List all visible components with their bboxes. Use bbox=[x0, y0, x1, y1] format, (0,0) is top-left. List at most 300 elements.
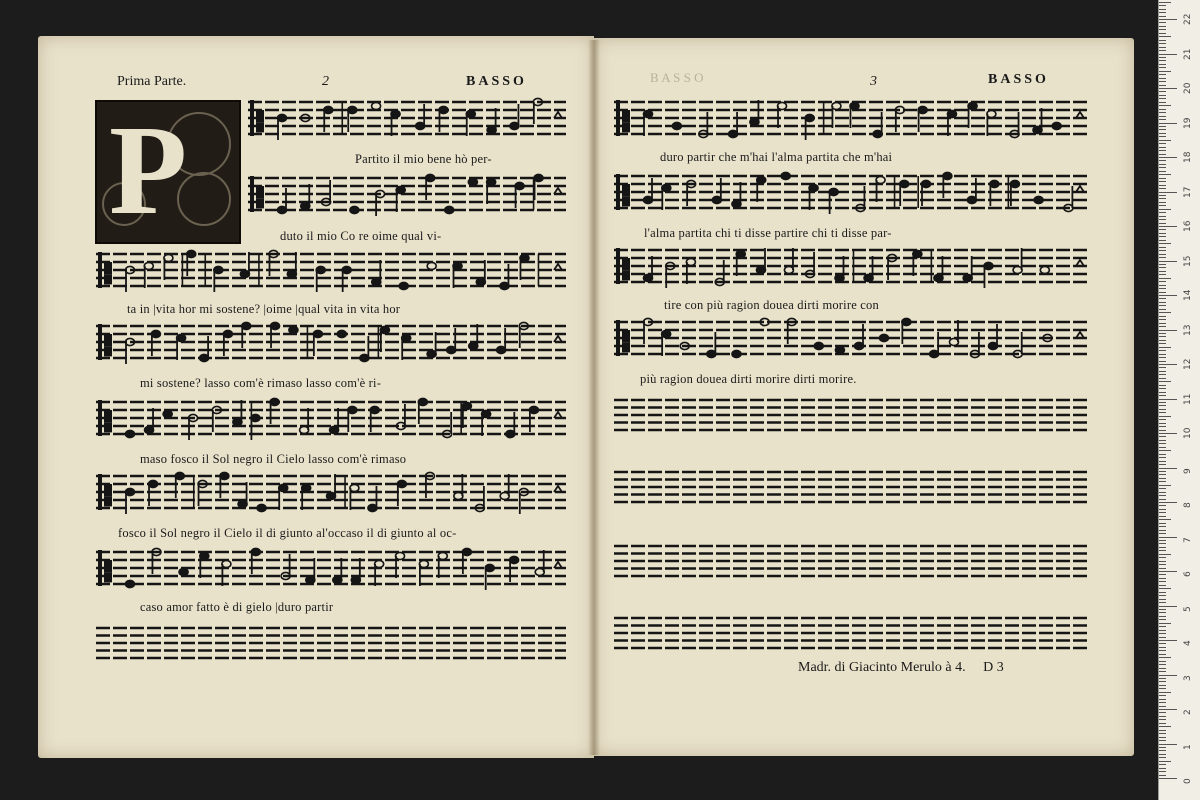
bleed-through-text: B A S S O bbox=[650, 70, 704, 85]
ruler-label: 3 bbox=[1183, 674, 1193, 681]
ruler-tick bbox=[1159, 178, 1166, 179]
note-mark bbox=[736, 250, 745, 276]
note-mark bbox=[302, 484, 311, 510]
ruler-tick bbox=[1159, 181, 1166, 182]
ruler-tick bbox=[1159, 147, 1166, 148]
note-mark bbox=[497, 328, 506, 354]
note-mark bbox=[301, 184, 310, 210]
note-mark bbox=[510, 556, 519, 582]
note-mark bbox=[187, 250, 196, 276]
ruler-label: 21 bbox=[1183, 48, 1193, 60]
ruler-tick bbox=[1159, 247, 1166, 248]
note-mark bbox=[835, 346, 844, 353]
ruler-tick bbox=[1159, 157, 1177, 158]
ruler-tick bbox=[1159, 133, 1166, 134]
ruler-tick bbox=[1159, 568, 1166, 569]
ruler-tick bbox=[1159, 40, 1166, 41]
note-mark bbox=[177, 334, 186, 360]
ruler-tick bbox=[1159, 305, 1166, 306]
ruler-tick bbox=[1159, 712, 1166, 713]
note-mark bbox=[487, 108, 496, 134]
note-mark bbox=[402, 334, 411, 360]
ruler-tick bbox=[1159, 392, 1166, 393]
ruler-tick bbox=[1159, 640, 1177, 641]
ruler-tick bbox=[1159, 737, 1166, 738]
ruler-tick bbox=[1159, 174, 1171, 175]
ruler-tick bbox=[1159, 654, 1166, 655]
empty-staff-left bbox=[96, 622, 566, 670]
note-mark bbox=[750, 100, 759, 126]
ruler-tick bbox=[1159, 71, 1171, 72]
note-mark bbox=[330, 408, 339, 434]
ruler-tick bbox=[1159, 623, 1171, 624]
note-mark bbox=[535, 550, 544, 576]
staff-left-6 bbox=[96, 470, 566, 518]
ruler-label: 22 bbox=[1183, 13, 1193, 25]
ruler-tick bbox=[1159, 257, 1166, 258]
note-mark bbox=[445, 206, 454, 213]
note-mark bbox=[163, 410, 172, 417]
ruler-label: 8 bbox=[1183, 502, 1193, 508]
ruler-tick bbox=[1159, 216, 1166, 217]
note-mark bbox=[879, 334, 888, 341]
ruler-tick bbox=[1159, 333, 1166, 334]
ruler-tick bbox=[1159, 471, 1166, 472]
ruler-tick bbox=[1159, 478, 1166, 479]
ruler-label: 0 bbox=[1183, 778, 1193, 784]
ruler-tick bbox=[1159, 764, 1166, 765]
note-mark bbox=[468, 178, 477, 185]
ruler-tick bbox=[1159, 167, 1166, 168]
lyric-line: più ragion douea dirti morire dirti morire. bbox=[640, 372, 857, 386]
ruler-tick bbox=[1159, 274, 1166, 275]
ruler-tick bbox=[1159, 630, 1166, 631]
ruler-tick bbox=[1159, 733, 1166, 734]
clef-icon bbox=[98, 324, 112, 360]
note-mark bbox=[251, 548, 260, 574]
note-mark bbox=[233, 400, 242, 426]
ruler-tick bbox=[1159, 423, 1166, 424]
empty-staff-right-4 bbox=[614, 612, 1088, 656]
note-mark bbox=[1013, 248, 1022, 274]
clef-icon bbox=[98, 252, 112, 288]
ruler-tick bbox=[1159, 388, 1166, 389]
note-mark bbox=[372, 260, 381, 286]
ruler-tick bbox=[1159, 195, 1166, 196]
staff-right-3 bbox=[614, 244, 1088, 292]
note-mark bbox=[500, 264, 509, 290]
note-mark bbox=[223, 330, 232, 356]
ruler-tick bbox=[1159, 143, 1166, 144]
note-mark bbox=[242, 322, 251, 348]
note-mark bbox=[462, 548, 471, 574]
note-mark bbox=[372, 102, 381, 109]
ruler-tick bbox=[1159, 395, 1166, 396]
note-mark bbox=[520, 254, 529, 280]
ruler-label: 19 bbox=[1183, 117, 1193, 129]
note-mark bbox=[707, 332, 716, 358]
lyric-line: mi sostene? lasso com'è rimaso lasso com'è ri- bbox=[140, 376, 382, 390]
ruler-tick bbox=[1159, 112, 1166, 113]
ruler-tick bbox=[1159, 405, 1166, 406]
right-voice-label: BASSO bbox=[988, 72, 1049, 87]
ruler-tick bbox=[1159, 361, 1166, 362]
ruler-label: 15 bbox=[1183, 255, 1193, 267]
note-mark bbox=[876, 176, 885, 202]
note-mark bbox=[279, 484, 288, 510]
note-mark bbox=[644, 256, 653, 282]
empty-staff-right-1 bbox=[614, 394, 1088, 438]
lyric-line: tire con più ragion douea dirti morire con bbox=[664, 298, 879, 312]
note-mark bbox=[487, 178, 496, 204]
staff-right-1 bbox=[614, 96, 1088, 144]
ruler-tick bbox=[1159, 571, 1177, 572]
note-mark bbox=[348, 406, 357, 432]
ruler-tick bbox=[1159, 316, 1166, 317]
staff-left-4 bbox=[96, 320, 566, 368]
note-mark bbox=[453, 262, 462, 288]
ruler-tick bbox=[1159, 378, 1166, 379]
ruler-tick bbox=[1159, 140, 1171, 141]
note-mark bbox=[835, 256, 844, 282]
note-mark bbox=[756, 248, 765, 274]
ruler-tick bbox=[1159, 402, 1166, 403]
note-mark bbox=[930, 332, 939, 358]
note-mark bbox=[500, 474, 509, 500]
note-mark bbox=[949, 320, 958, 346]
ruler-tick bbox=[1159, 126, 1166, 127]
note-mark bbox=[662, 330, 671, 356]
note-mark bbox=[902, 318, 911, 344]
note-mark bbox=[814, 342, 823, 349]
ruler-tick bbox=[1159, 67, 1166, 68]
ruler-tick bbox=[1159, 271, 1166, 272]
ruler-tick bbox=[1159, 416, 1171, 417]
note-mark bbox=[963, 256, 972, 282]
ruler-tick bbox=[1159, 98, 1166, 99]
signature-mark: D 3 bbox=[983, 660, 1004, 675]
ruler-tick bbox=[1159, 336, 1166, 337]
ruler-tick bbox=[1159, 609, 1166, 610]
ruler-tick bbox=[1159, 633, 1166, 634]
ruler-tick bbox=[1159, 302, 1166, 303]
ruler-tick bbox=[1159, 485, 1171, 486]
ruler-tick bbox=[1159, 64, 1166, 65]
ruler-tick bbox=[1159, 281, 1166, 282]
ruler-tick bbox=[1159, 537, 1177, 538]
ruler-tick bbox=[1159, 319, 1166, 320]
ruler-tick bbox=[1159, 681, 1166, 682]
ruler-tick bbox=[1159, 523, 1166, 524]
note-mark bbox=[644, 110, 653, 136]
note-mark bbox=[485, 564, 494, 590]
note-mark bbox=[947, 110, 956, 136]
ruler-tick bbox=[1159, 295, 1177, 296]
ruler-tick bbox=[1159, 312, 1171, 313]
note-mark bbox=[809, 184, 818, 210]
ruler-label: 2 bbox=[1183, 709, 1193, 715]
note-mark bbox=[220, 472, 229, 498]
note-mark bbox=[397, 480, 406, 506]
note-mark bbox=[391, 110, 400, 136]
ruler-label: 11 bbox=[1183, 393, 1193, 405]
ruler-tick bbox=[1159, 492, 1166, 493]
note-mark bbox=[781, 172, 790, 179]
note-mark bbox=[287, 252, 296, 278]
ruler-tick bbox=[1159, 581, 1166, 582]
note-mark bbox=[438, 552, 447, 578]
ruler-label: 12 bbox=[1183, 358, 1193, 370]
note-mark bbox=[662, 184, 671, 210]
ruler-tick bbox=[1159, 367, 1166, 368]
ruler-tick bbox=[1159, 43, 1166, 44]
ruler-tick bbox=[1159, 102, 1166, 103]
ruler-label: 18 bbox=[1183, 151, 1193, 163]
note-mark bbox=[126, 580, 135, 587]
ruler-tick bbox=[1159, 85, 1166, 86]
ruler-tick bbox=[1159, 516, 1166, 517]
note-mark bbox=[1034, 196, 1043, 203]
note-mark bbox=[784, 248, 793, 274]
ruler-tick bbox=[1159, 292, 1166, 293]
ruler-tick bbox=[1159, 419, 1166, 420]
note-mark bbox=[482, 410, 491, 436]
ruler-tick bbox=[1159, 350, 1166, 351]
note-mark bbox=[454, 474, 463, 500]
note-mark bbox=[337, 330, 346, 337]
note-mark bbox=[1033, 108, 1042, 134]
staff-right-2 bbox=[614, 170, 1088, 218]
ruler-tick bbox=[1159, 443, 1166, 444]
left-page-number: 2 bbox=[322, 74, 329, 89]
ruler-tick bbox=[1159, 198, 1166, 199]
note-mark bbox=[271, 322, 280, 348]
ruler-tick bbox=[1159, 267, 1166, 268]
ruler-tick bbox=[1159, 381, 1171, 382]
ruler-tick bbox=[1159, 695, 1166, 696]
ruler-tick bbox=[1159, 385, 1166, 386]
note-mark bbox=[368, 486, 377, 512]
ruler-tick bbox=[1159, 330, 1177, 331]
ruler-tick bbox=[1159, 340, 1166, 341]
ruler-tick bbox=[1159, 675, 1177, 676]
note-mark bbox=[370, 406, 379, 432]
empty-staff-right-3 bbox=[614, 540, 1088, 584]
note-mark bbox=[476, 260, 485, 286]
ruler-tick bbox=[1159, 706, 1166, 707]
ruler-tick bbox=[1159, 561, 1166, 562]
ruler-tick bbox=[1159, 592, 1166, 593]
note-mark bbox=[419, 560, 428, 586]
ruler-tick bbox=[1159, 188, 1166, 189]
note-mark bbox=[672, 122, 681, 129]
ruler-tick bbox=[1159, 540, 1166, 541]
ruler-tick bbox=[1159, 502, 1177, 503]
ruler-tick bbox=[1159, 775, 1166, 776]
ruler-tick bbox=[1159, 226, 1177, 227]
note-mark bbox=[316, 266, 325, 292]
ruler-tick bbox=[1159, 637, 1166, 638]
staff-left-3 bbox=[96, 248, 566, 296]
footer-title: Madr. di Giacinto Merulo à 4. bbox=[798, 660, 966, 675]
ruler-tick bbox=[1159, 357, 1166, 358]
ruler-tick bbox=[1159, 688, 1166, 689]
ruler-tick bbox=[1159, 285, 1166, 286]
ruler-tick bbox=[1159, 692, 1171, 693]
ruler-tick bbox=[1159, 771, 1166, 772]
ruler-tick bbox=[1159, 461, 1166, 462]
ruler-tick bbox=[1159, 12, 1166, 13]
note-mark bbox=[126, 430, 135, 437]
note-mark bbox=[360, 336, 369, 362]
ruler-tick bbox=[1159, 657, 1171, 658]
ruler-tick bbox=[1159, 747, 1166, 748]
note-mark bbox=[222, 560, 231, 586]
ruler-tick bbox=[1159, 254, 1166, 255]
ruler-tick bbox=[1159, 150, 1166, 151]
ruler-tick bbox=[1159, 505, 1166, 506]
ruler-tick bbox=[1159, 761, 1171, 762]
ruler-tick bbox=[1159, 412, 1166, 413]
note-mark bbox=[988, 324, 997, 350]
ruler-label: 16 bbox=[1183, 220, 1193, 232]
lyric-line: duro partir che m'hai l'alma partita che m'hai bbox=[660, 150, 893, 164]
ruler-tick bbox=[1159, 602, 1166, 603]
ruler-label: 17 bbox=[1183, 186, 1193, 198]
ruler-label: 5 bbox=[1183, 605, 1193, 612]
ruler-tick bbox=[1159, 468, 1177, 469]
ruler-tick bbox=[1159, 95, 1166, 96]
ruler-tick bbox=[1159, 578, 1166, 579]
ruler-tick bbox=[1159, 91, 1166, 92]
note-mark bbox=[257, 504, 266, 511]
ruler-tick bbox=[1159, 119, 1166, 120]
ruler-tick bbox=[1159, 512, 1166, 513]
ruler-tick bbox=[1159, 236, 1166, 237]
ruler-tick bbox=[1159, 129, 1166, 130]
ruler-tick bbox=[1159, 499, 1166, 500]
ruler-tick bbox=[1159, 16, 1166, 17]
staff-left-7 bbox=[96, 546, 566, 594]
ruler-tick bbox=[1159, 530, 1166, 531]
note-mark bbox=[342, 266, 351, 292]
ruler-tick bbox=[1159, 2, 1171, 3]
ruler-tick bbox=[1159, 29, 1166, 30]
empty-staff-right-2 bbox=[614, 466, 1088, 510]
lyric-line: caso amor fatto è di gielo |duro partir bbox=[140, 600, 334, 614]
clef-icon bbox=[616, 320, 630, 356]
ruler-tick bbox=[1159, 185, 1166, 186]
note-mark bbox=[757, 176, 766, 202]
ruler-tick bbox=[1159, 585, 1166, 586]
ruler-tick bbox=[1159, 464, 1166, 465]
ruler-tick bbox=[1159, 209, 1171, 210]
note-mark bbox=[350, 206, 359, 213]
ruler-tick bbox=[1159, 309, 1166, 310]
note-mark bbox=[327, 474, 336, 500]
ruler-tick bbox=[1159, 436, 1166, 437]
note-mark bbox=[350, 484, 359, 510]
ruler-label: 20 bbox=[1183, 82, 1193, 94]
ruler-tick bbox=[1159, 354, 1166, 355]
note-mark bbox=[164, 254, 173, 280]
ruler-tick bbox=[1159, 278, 1171, 279]
note-mark bbox=[987, 110, 996, 136]
note-mark bbox=[151, 330, 160, 356]
ruler-label: 13 bbox=[1183, 324, 1193, 336]
ruler-tick bbox=[1159, 374, 1166, 375]
ruler-tick bbox=[1159, 595, 1166, 596]
clef-icon bbox=[616, 248, 630, 284]
note-mark bbox=[778, 102, 787, 128]
note-mark bbox=[200, 336, 209, 362]
ruler-tick bbox=[1159, 526, 1166, 527]
ruler-tick bbox=[1159, 88, 1177, 89]
part-label: Prima Parte. bbox=[117, 74, 187, 89]
note-mark bbox=[850, 102, 859, 128]
ruler-tick bbox=[1159, 730, 1166, 731]
note-mark bbox=[145, 408, 154, 434]
ruler-tick bbox=[1159, 643, 1166, 644]
note-mark bbox=[399, 282, 408, 289]
ruler-tick bbox=[1159, 298, 1166, 299]
note-mark bbox=[447, 328, 456, 354]
ruler-tick bbox=[1159, 564, 1166, 565]
staff-left-1 bbox=[248, 96, 566, 144]
ruler-tick bbox=[1159, 509, 1166, 510]
lyric-line: l'alma partita chi ti disse partire chi ti disse par- bbox=[644, 226, 892, 240]
ruler-tick bbox=[1159, 554, 1171, 555]
note-mark bbox=[396, 186, 405, 212]
note-mark bbox=[396, 552, 405, 578]
lyric-line: duto il mio Co re oime qual vi- bbox=[280, 229, 442, 243]
staff-right-4 bbox=[614, 316, 1088, 364]
ruler-tick bbox=[1159, 457, 1166, 458]
ruler-tick bbox=[1159, 9, 1166, 10]
lyric-line: maso fosco il Sol negro il Cielo lasso com'è rimaso bbox=[140, 452, 407, 466]
ruler-tick bbox=[1159, 219, 1166, 220]
clef-icon bbox=[98, 474, 112, 510]
note-mark bbox=[732, 350, 741, 357]
ruler-tick bbox=[1159, 250, 1166, 251]
staff-left-5 bbox=[96, 396, 566, 444]
ruler-tick bbox=[1159, 233, 1166, 234]
ruler-tick bbox=[1159, 60, 1166, 61]
ruler-label: 1 bbox=[1183, 743, 1193, 750]
note-mark bbox=[832, 102, 841, 128]
clef-icon bbox=[616, 100, 630, 136]
note-mark bbox=[462, 402, 471, 428]
ruler-tick bbox=[1159, 606, 1177, 607]
ruler-tick bbox=[1159, 547, 1166, 548]
note-mark bbox=[984, 262, 993, 288]
ruler-tick bbox=[1159, 750, 1166, 751]
ruler-tick bbox=[1159, 768, 1166, 769]
ruler-tick bbox=[1159, 671, 1166, 672]
note-mark bbox=[469, 324, 478, 350]
ruler-tick bbox=[1159, 430, 1166, 431]
ruler-tick bbox=[1159, 740, 1166, 741]
note-mark bbox=[179, 568, 188, 575]
ruler-tick bbox=[1159, 616, 1166, 617]
note-mark bbox=[732, 182, 741, 208]
ruler-tick bbox=[1159, 192, 1177, 193]
note-mark bbox=[144, 262, 153, 288]
note-mark bbox=[506, 412, 515, 438]
right-page-number: 3 bbox=[870, 74, 877, 89]
ruler-tick bbox=[1159, 364, 1177, 365]
note-mark bbox=[686, 258, 695, 284]
